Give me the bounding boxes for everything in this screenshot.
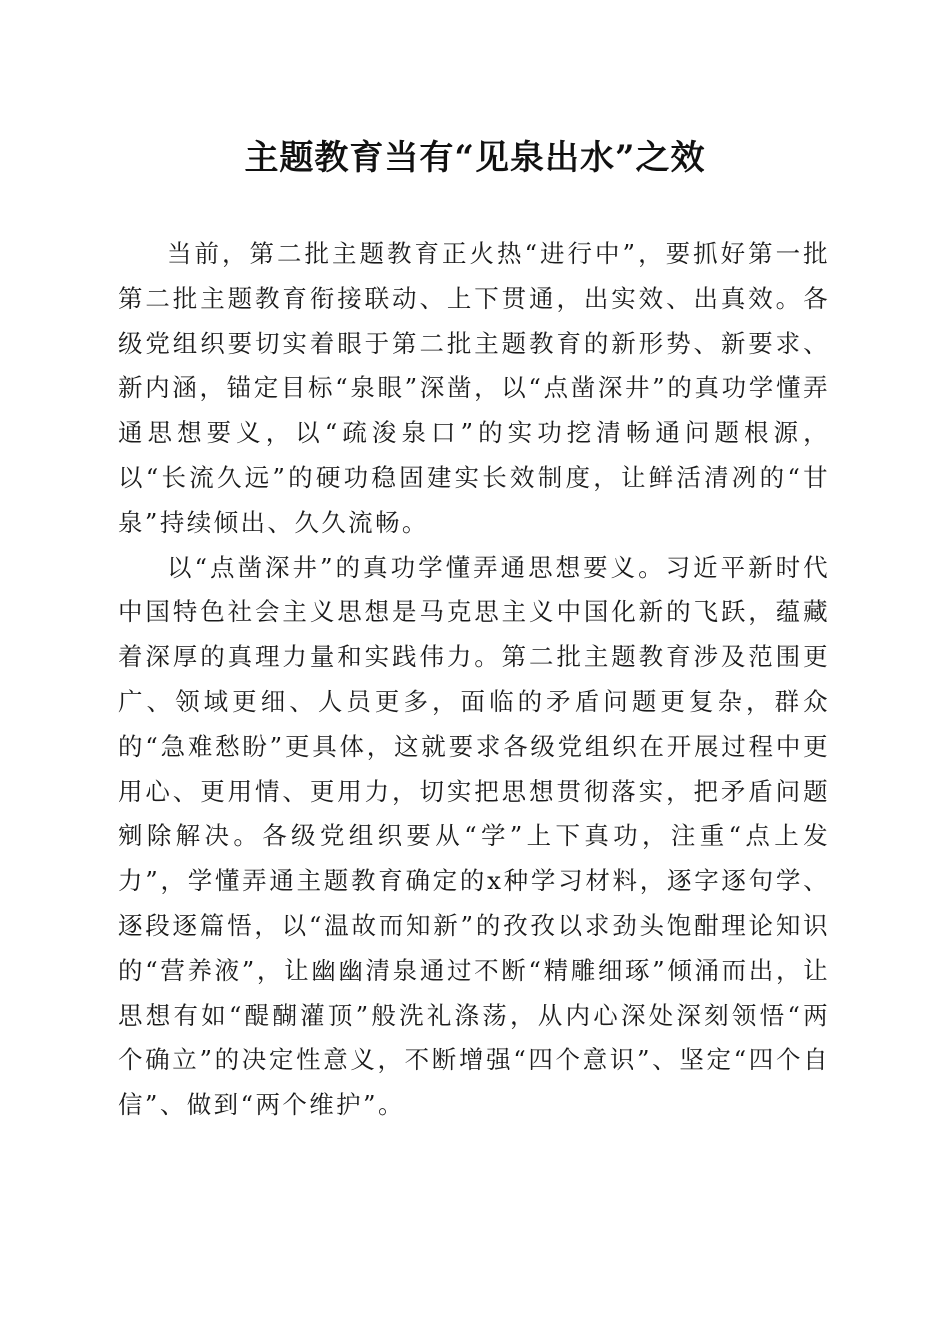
document-body: [118, 232, 830, 1128]
document-title: 主题教育当有“见泉出水”之效: [244, 138, 706, 178]
paragraph-study: 以“点凿深井”的真功学懂弄通思想要义。习近平新时代中国特色社会主义思想是马克思主义中国化新的飞跃，蕴藏着深厚的真理力量和实践伟力。第二批主题教育涉及范围更广、领域更细、人员更多，面临的矛盾问题更复杂，群众的“急难愁盼”更具体，这就要求各级党组织在开展过程中更用心、更用情、更用力，切实把思想贯彻落实，把矛盾问题剜除解决。各级党组织要从“学”上下真功，注重“点上发力”，学懂弄通主题教育确定的x种学习材料，逐字逐句学、逐段逐篇悟，以“温故而知新”的孜孜以求劲头饱酣理论知识的“营养液”，让幽幽清泉通过不断“精雕细琢”倾涌而出，让思想有如“醍醐灌顶”般洗礼涤荡，从内心深处深刻领悟“两个确立”的决定性意义，不断增强“四个意识”、坚定“四个自信”、做到“两个维护”。: [118, 552, 830, 1120]
paragraph-intro: 当前，第二批主题教育正火热“进行中”，要抓好第一批第二批主题教育衔接联动、上下贯通，出实效、出真效。各级党组织要切实着眼于第二批主题教育的新形势、新要求、新内涵，锚定目标“泉眼”深凿，以“点凿深井”的真功学懂弄通思想要义，以“疏浚泉口”的实功挖清畅通问题根源，以“长流久远”的硬功稳固建实长效制度，让鲜活清冽的“甘泉”持续倾出、久久流畅。: [118, 239, 830, 537]
